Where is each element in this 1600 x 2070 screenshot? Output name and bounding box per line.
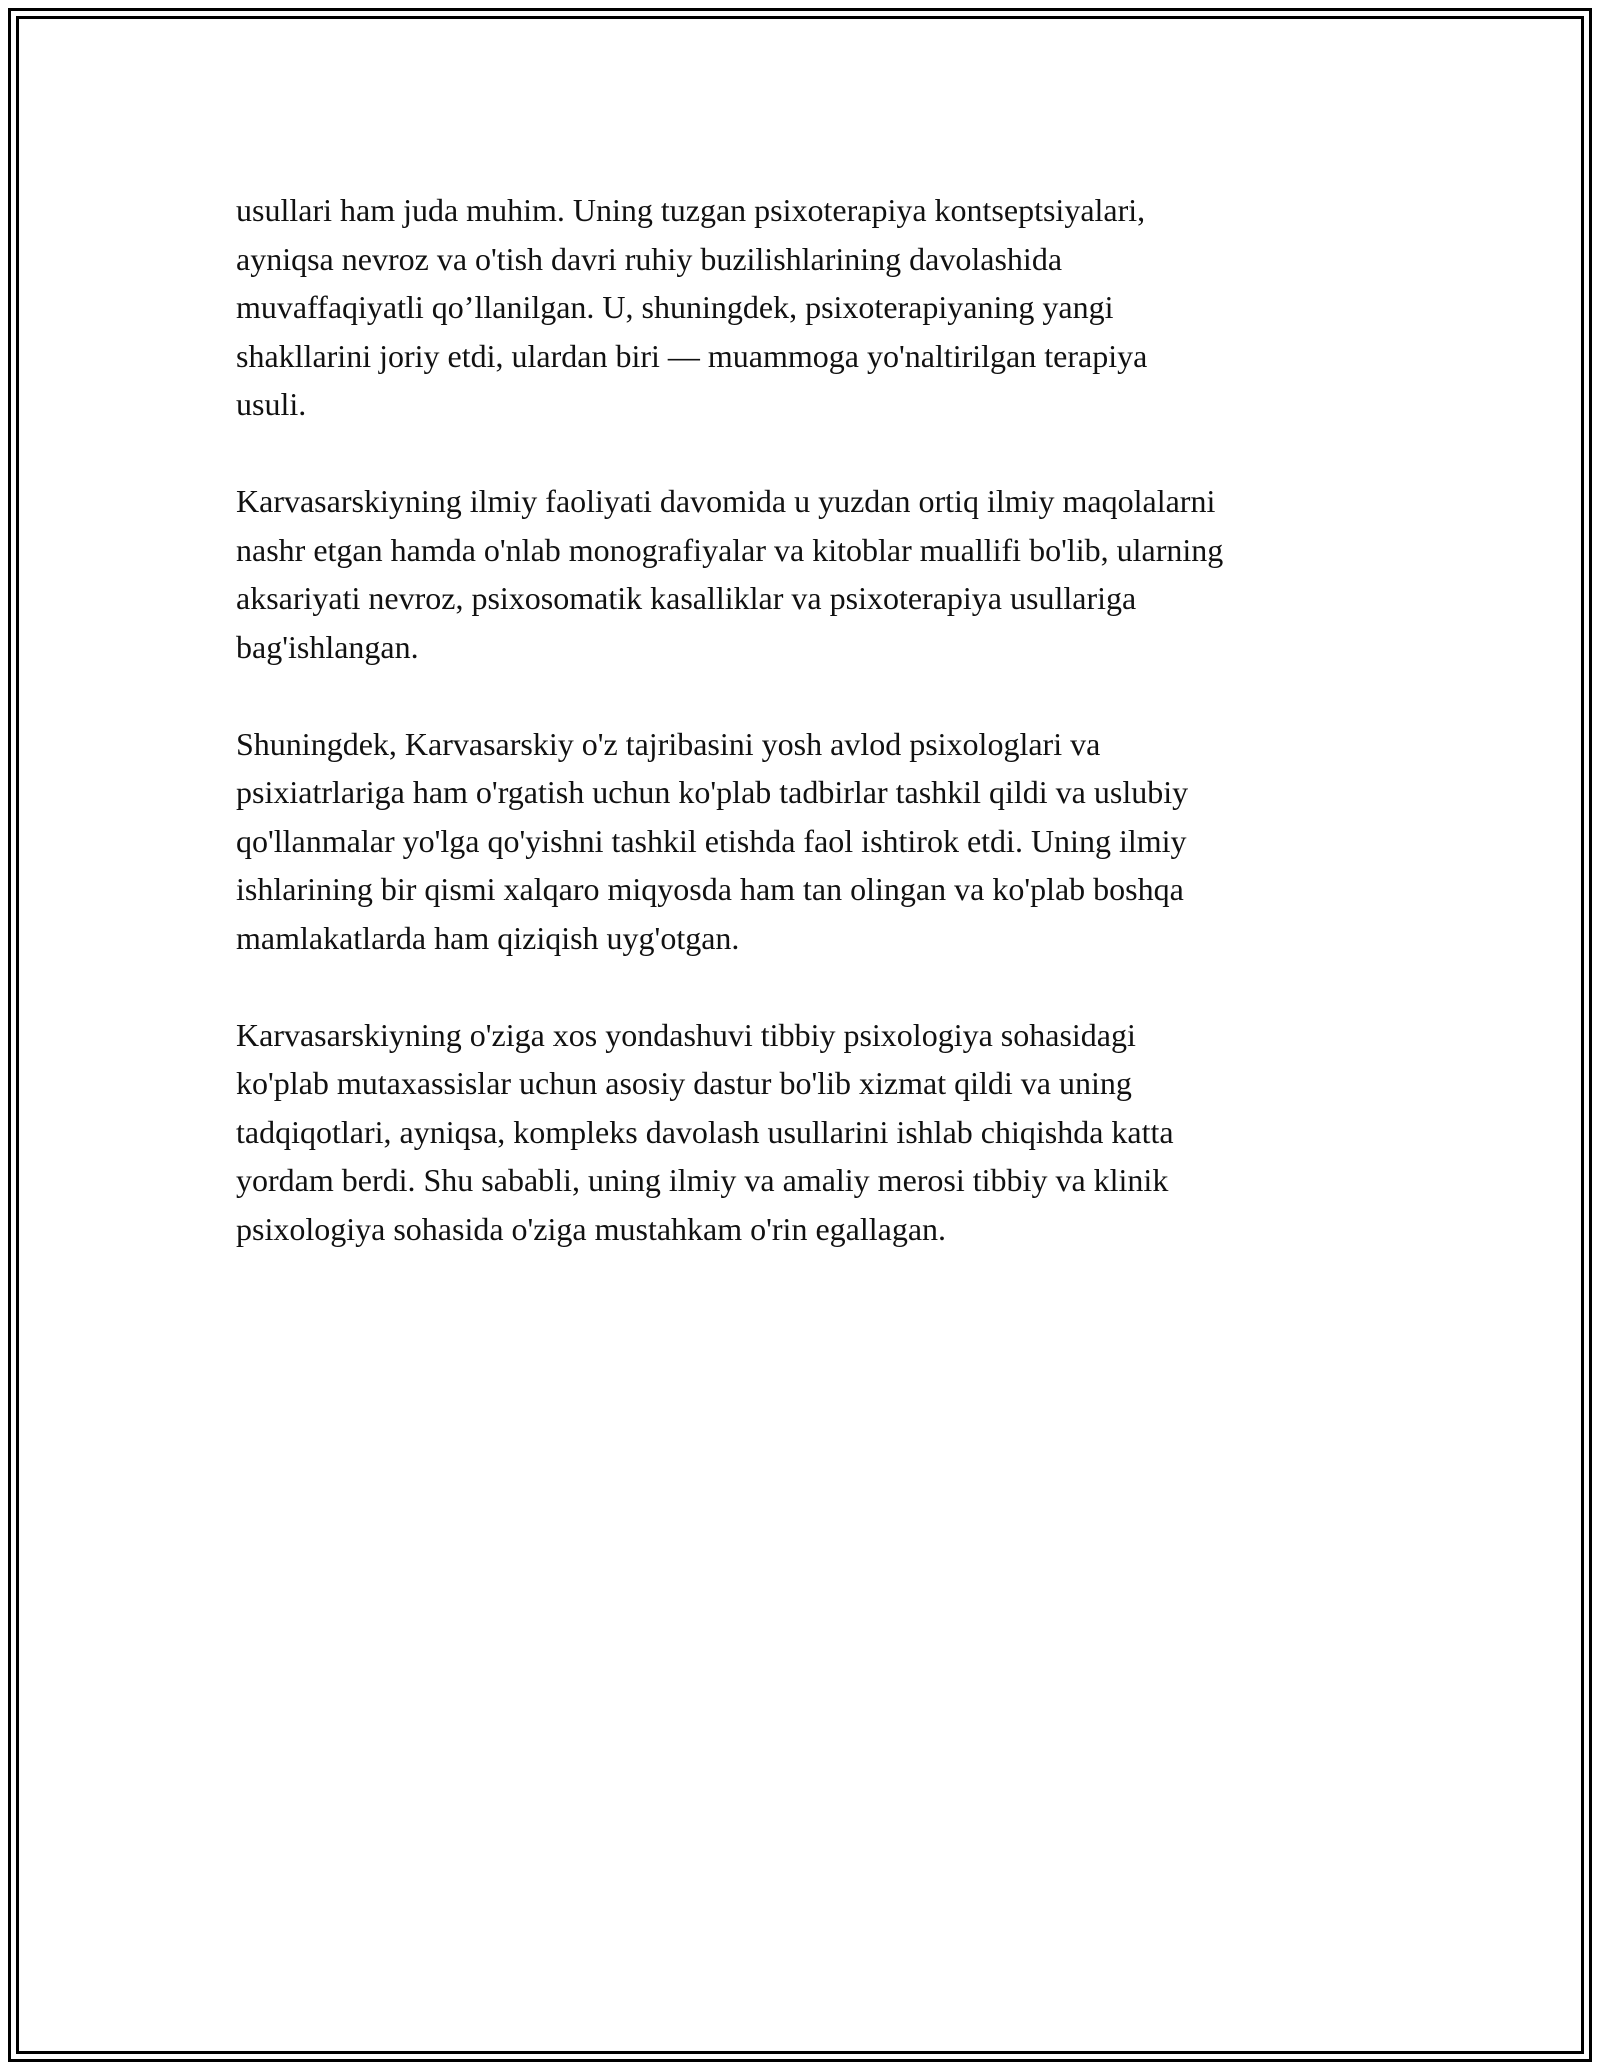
text-line: Shuningdek, Karvasarskiy o'z tajribasini yosh avlod psixologlari va [236, 725, 1101, 762]
text-line: ishlarining bir qismi xalqaro miqyosda ham tan olingan va ko'plab boshqa [236, 871, 1184, 907]
text-line: muvaffaqiyatli qo’llanilgan. U, shuningdek, psixoterapiyaning yangi [236, 289, 1114, 325]
text-line: tadqiqotlari, ayniqsa, kompleks davolash usullarini ishlab chiqishda katta [236, 1113, 1174, 1150]
text-line: shakllarini joriy etdi, ulardan biri — muammoga yo'naltirilgan terapiya [236, 337, 1148, 374]
text-line: ayniqsa nevroz va o'tish davri ruhiy buzilishlarining davolashida [236, 240, 1063, 277]
document-body [236, 186, 1386, 1302]
text-line: bag'ishlangan. [236, 628, 419, 665]
text-line: usuli. [236, 386, 307, 422]
text-line: Karvasarskiyning ilmiy faoliyati davomida u yuzdan ortiq ilmiy maqolalarni [236, 483, 1216, 519]
text-line: usullari ham juda muhim. Uning tuzgan psixoterapiya kontseptsiyalari, [236, 192, 1146, 228]
text-line: qo'llanmalar yo'lga qo'yishni tashkil etishda faol ishtirok etdi. Uning ilmiy [236, 822, 1187, 859]
paragraph-4 [236, 1011, 1386, 1254]
text-line: yordam berdi. Shu sababli, uning ilmiy va amaliy merosi tibbiy va klinik [236, 1162, 1169, 1198]
text-line: aksariyati nevroz, psixosomatik kasalliklar va psixoterapiya usullariga [236, 580, 1137, 616]
paragraph-2 [236, 477, 1386, 671]
text-line: ko'plab mutaxassislar uchun asosiy dastur bo'lib xizmat qildi va uning [236, 1065, 1132, 1101]
text-line: mamlakatlarda ham qiziqish uyg'otgan. [236, 919, 740, 956]
text-line: nashr etgan hamda o'nlab monografiyalar va kitoblar muallifi bo'lib, ularning [236, 531, 1224, 568]
text-line: Karvasarskiyning o'ziga xos yondashuvi tibbiy psixologiya sohasidagi [236, 1016, 1136, 1053]
text-line: psixiatrlariga ham o'rgatish uchun ko'plab tadbirlar tashkil qildi va uslubiy [236, 774, 1189, 810]
paragraph-1 [236, 186, 1386, 429]
paragraph-3 [236, 720, 1386, 963]
text-line: psixologiya sohasida o'ziga mustahkam o'rin egallagan. [236, 1210, 947, 1247]
